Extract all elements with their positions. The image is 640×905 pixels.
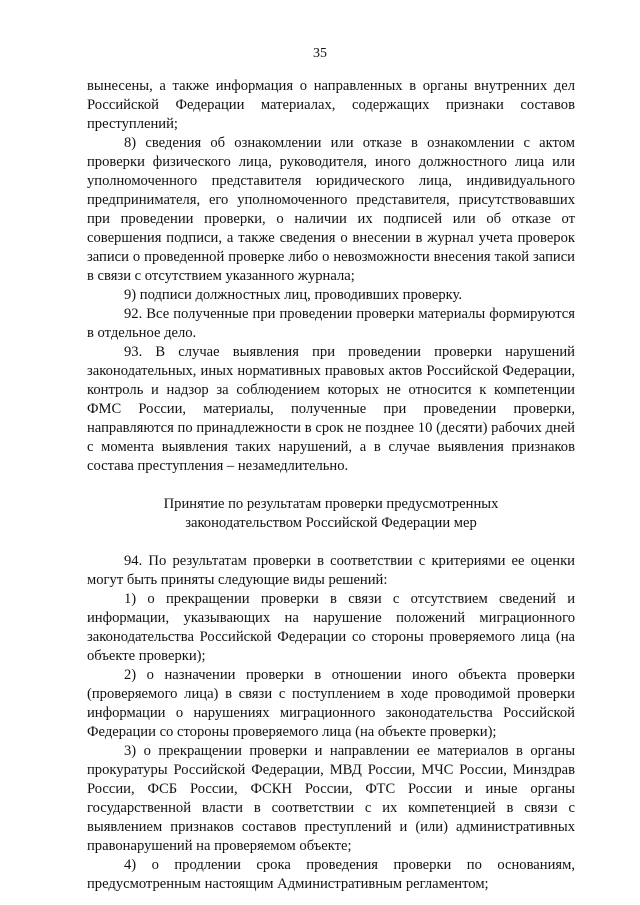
paragraph-94: 94. По результатам проверки в соответствии с критериями ее оценки могут быть приняты следующие виды решений: (87, 553, 575, 588)
section-heading-line-2: законодательством Российской Федерации мер (185, 515, 477, 531)
paragraph-item-8: 8) сведения об ознакомлении или отказе в ознакомлении с актом проверки физического лица, руководителя, иного должностного лица или уполномоченного представителя юридического лица, индивидуального предпринимателя, его уполномоченного представителя, присутствовавших при проведении проверки, о наличии их подписей или об отказе от совершения подписи, а также сведения о внесении в журнал учета проверок записи о проведенной проверке либо о невозможности внесения такой записи в связи с отсутствием указанного журнала; (87, 135, 575, 284)
document-body (87, 77, 575, 894)
paragraph-92: 92. Все полученные при проведении проверки материалы формируются в отдельное дело. (87, 306, 575, 341)
paragraph-decision-2: 2) о назначении проверки в отношении иного объекта проверки (проверяемого лица) в связи с поступлением в ходе проводимой проверки информации о нарушениях миграционного законодательства Российской Федерации со стороны проверяемого лица (на объекте проверки); (87, 667, 575, 740)
paragraph-93: 93. В случае выявления при проведении проверки нарушений законодательных, иных нормативных правовых актов Российской Федерации, контроль и надзор за соблюдением которых не относится к компетенции ФМС России, материалы, полученные при проведении проверки, направляются по принадлежности в срок не позднее 10 (десяти) рабочих дней с момента выявления таких нарушений, а в случае выявления признаков состава преступления – незамедлительно. (87, 344, 575, 474)
page-number: 35 (313, 46, 327, 61)
paragraph-item-9: 9) подписи должностных лиц, проводивших проверку. (124, 287, 462, 303)
paragraph-continuation: вынесены, а также информация о направленных в органы внутренних дел Российской Федерации материалах, содержащих признаки составов преступлений; (87, 78, 575, 132)
section-heading (87, 495, 575, 533)
paragraph-decision-1: 1) о прекращении проверки в связи с отсутствием сведений и информации, указывающих на нарушение положений миграционного законодательства Российской Федерации со стороны проверяемого лица (на объекте проверки); (87, 591, 575, 664)
paragraph-decision-4: 4) о продлении срока проведения проверки по основаниям, предусмотренным настоящим Административным регламентом; (87, 857, 575, 892)
section-heading-line-1: Принятие по результатам проверки предусмотренных (163, 496, 499, 512)
paragraph-decision-3: 3) о прекращении проверки и направлении ее материалов в органы прокуратуры Российской Федерации, МВД России, МЧС России, Минздрав России, ФСБ России, ФСКН России, ФТС России и иные органы государственной власти в соответствии с их компетенцией в связи с выявлением признаков составов преступлений и (или) административных правонарушений на проверяемом объекте; (87, 743, 575, 854)
